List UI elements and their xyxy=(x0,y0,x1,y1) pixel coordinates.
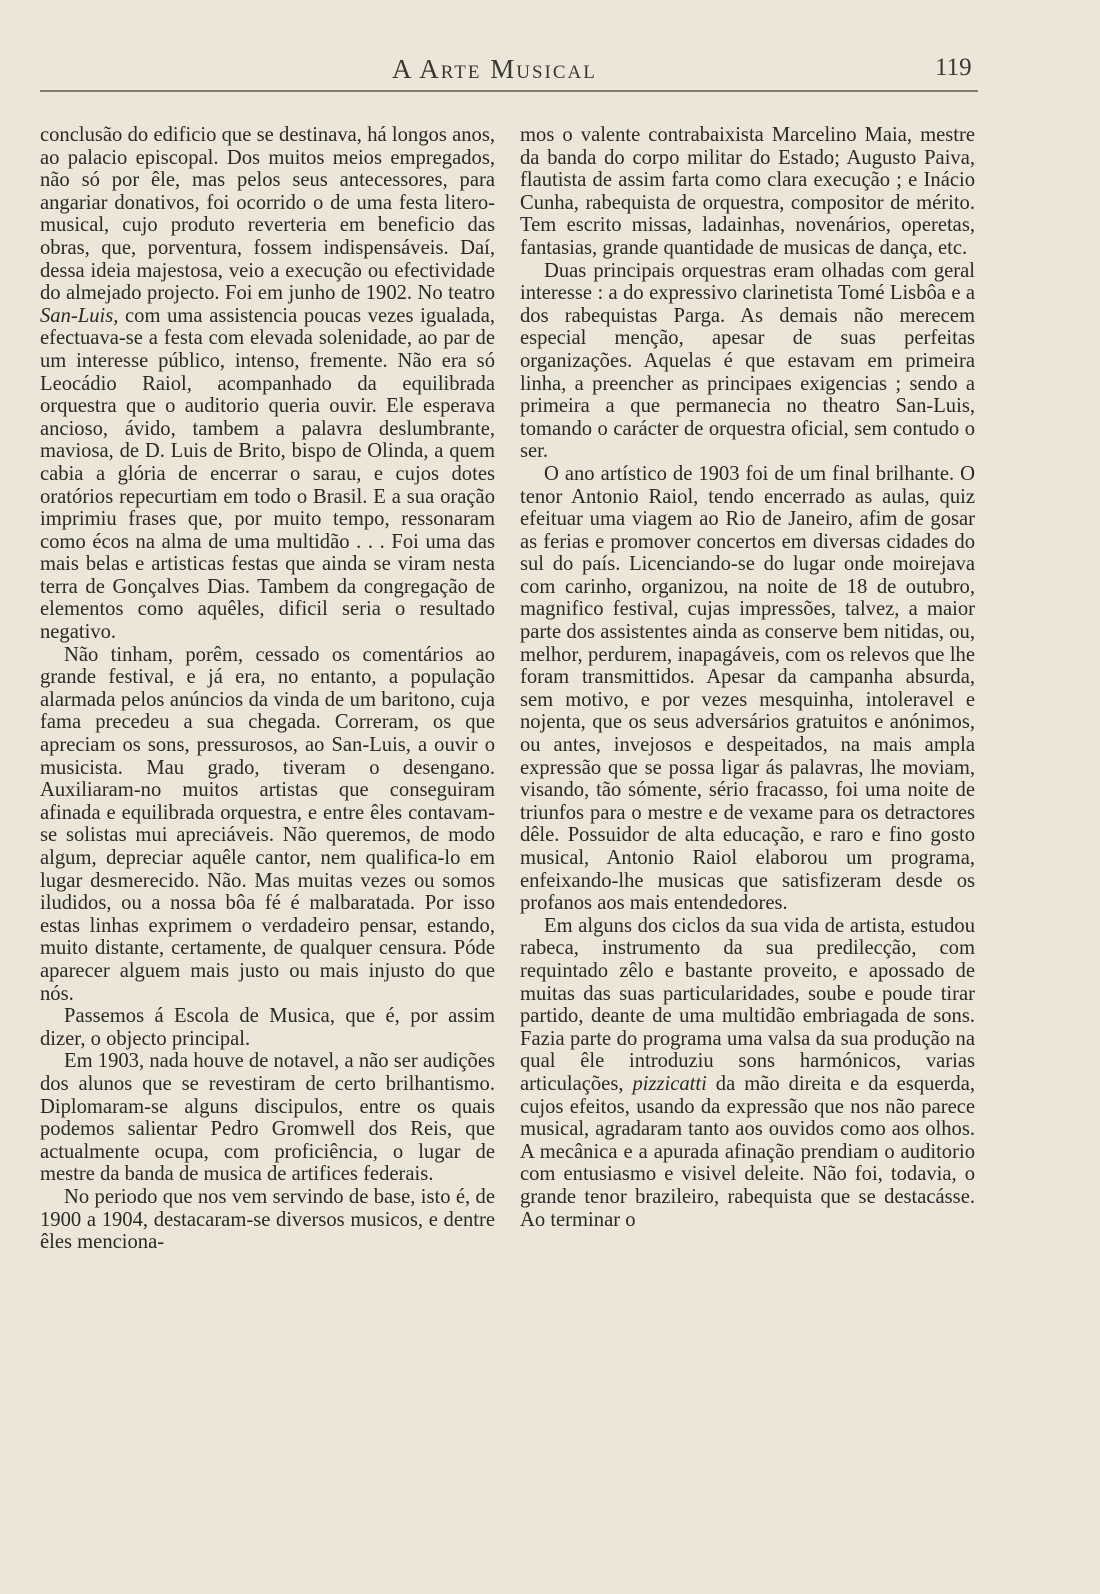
paragraph: Duas principais orquestras eram olhadas com geral interesse : a do expressivo clarinetista Tomé Lisbôa e a dos rabequistas Parga. As demais não merecem especial menção, apesar de suas perfeitas organizações. Aquelas é que estavam em primeira linha, a preencher as principaes exigencias ; sendo a primeira a que permanecia no theatro San-Luis, tomando o carácter de orquestra oficial, sem contudo o ser. xyxy=(520,259,975,463)
paragraph-text: conclusão do edificio que se destinava, há longos anos, ao palacio episcopal. Dos muitos meios empregados, não só por êle, mas pelos seus antecessores, para angariar donativos, foi ocorrido o de uma festa litero-musical, cujo produto reverteria em beneficio das obras, que, porventura, fossem indispensáveis. Daí, dessa ideia majestosa, veio a execução ou efectividade do almejado projecto. Foi em junho de 1902. No teatro xyxy=(40,124,495,305)
paragraph: Não tinham, porêm, cessado os comentários ao grande festival, e já era, no entanto, a população alarmada pelos anúncios da vinda de um baritono, cuja fama precedeu a sua chegada. Correram, os que apreciam os sons, pressurosos, ao San-Luis, a ouvir o musicista. Mau grado, tiveram o desengano. Auxiliaram-no muitos artistas que conseguiram afinada e equilibrada orquestra, e entre êles contavam-se solistas mui apreciáveis. Não queremos, de modo algum, depreciar aquêle cantor, nem qualifica-lo em lugar desmerecido. Não. Mas muitas vezes ou somos iludidos, ou a nossa bôa fé é malbaratada. Por isso estas linhas exprimem o verdadeiro pensar, estando, muito distante, certamente, de qualquer censura. Póde aparecer alguem mais justo ou mais injusto do que nós. xyxy=(40,643,495,1005)
paragraph xyxy=(40,124,495,644)
running-title: A Arte Musical xyxy=(392,54,597,84)
paragraph: mos o valente contrabaixista Marcelino Maia, mestre da banda do corpo militar do Estado; Augusto Paiva, flautista de assim farta como clara execução ; e Inácio Cunha, rabequista de orquestra, compositor de mérito. Tem escrito missas, ladainhas, novenários, operetas, fantasias, grande quantidade de musicas de dança, etc. xyxy=(520,124,975,259)
page-header xyxy=(0,50,1100,90)
pizzicatti-italic: pizzicatti xyxy=(632,1072,707,1095)
paragraph: O ano artístico de 1903 foi de um final brilhante. O tenor Antonio Raiol, tendo encerrado as aulas, quiz efeituar uma viagem ao Rio de Janeiro, afim de gosar as ferias e promover concertos em diversas cidades do sul do país. Licenciando-se do lugar onde moirejava com carinho, organizou, na noite de 18 de outubro, magnifico festival, cujas impressões, talvez, a maior parte dos assistentes ainda as conserve bem nitidas, ou, melhor, perdurem, inapagáveis, com os relevos que lhe foram transmittidos. Apesar da campanha absurda, sem motivo, e por vezes mesquinha, intoleravel e nojenta, que os seus adversários gratuitos e anónimos, ou antes, invejosos e despeitados, na mais ampla expressão que se possa ligar ás palavras, lhe moviam, visando, tão sómente, sério fracasso, foi uma noite de triunfos para o mestre e de vexame para os detractores dêle. Possuidor de alta educação, e raro e fino gosto musical, Antonio Raiol elaborou um programa, enfeixando-lhe musicas que satisfizeram desde os profanos aos mais entendedores. xyxy=(520,462,975,915)
text-column-right xyxy=(520,124,975,1231)
page-number: 119 xyxy=(935,54,972,81)
paragraph-text: Em alguns dos ciclos da sua vida de artista, estudou rabeca, instrumento da sua predilecção, com requintado zêlo e bastante proveito, e apossado de muitas das suas particularidades, soube e poude tirar partido, deante de uma multidão embriagada de sons. Fazia parte do programa uma valsa da sua produção na qual êle introduziu sons harmónicos, varias articulações, xyxy=(520,914,975,1095)
text-column-left xyxy=(40,124,495,1254)
theatre-name-italic: San-Luis, xyxy=(40,304,119,327)
paragraph-text: da mão direita e da esquerda, cujos efeitos, usando da expressão que nos não parece musical, agradaram tanto aos ouvidos como aos olhos. A mecânica e a apurada afinação prendiam o auditorio com entusiasmo e visivel deleite. Não foi, todavia, o grande tenor brazileiro, rabequista que se destacásse. Ao terminar o xyxy=(520,1072,975,1231)
paragraph: Em 1903, nada houve de notavel, a não ser audições dos alunos que se revestiram de certo brilhantismo. Diplomaram-se alguns discipulos, entre os quais podemos salientar Pedro Gromwell dos Reis, que actualmente ocupa, com proficiência, o lugar de mestre da banda de musica de artifices federais. xyxy=(40,1050,495,1186)
paragraph: No periodo que nos vem servindo de base, isto é, de 1900 a 1904, destacaram-se diversos musicos, e dentre êles menciona- xyxy=(40,1185,495,1254)
header-rule xyxy=(40,90,978,92)
paragraph-text: com uma assistencia poucas vezes igualada, efectuava-se a festa com elevada solenidade, ao par de um interesse público, intenso, fremente. Não era só Leocádio Raiol, acompanhado da equilibrada orquestra que o auditorio queria ouvir. Ele esperava ancioso, ávido, tambem a palavra deslumbrante, maviosa, de D. Luis de Brito, bispo de Olinda, a quem cabia a glória de encerrar o sarau, e cujos dotes oratórios repecurtiam em todo o Brasil. E a sua oração imprimiu frases que, por muito tempo, ressonaram como écos na alma de uma multidão . . . Foi uma das mais belas e artisticas festas que ainda se viram nesta terra de Gonçalves Dias. Tambem da congregação de elementos como aquêles, dificil seria o resultado negativo. xyxy=(40,304,495,644)
paragraph: Passemos á Escola de Musica, que é, por assim dizer, o objecto principal. xyxy=(40,1005,495,1050)
paragraph xyxy=(520,915,975,1231)
